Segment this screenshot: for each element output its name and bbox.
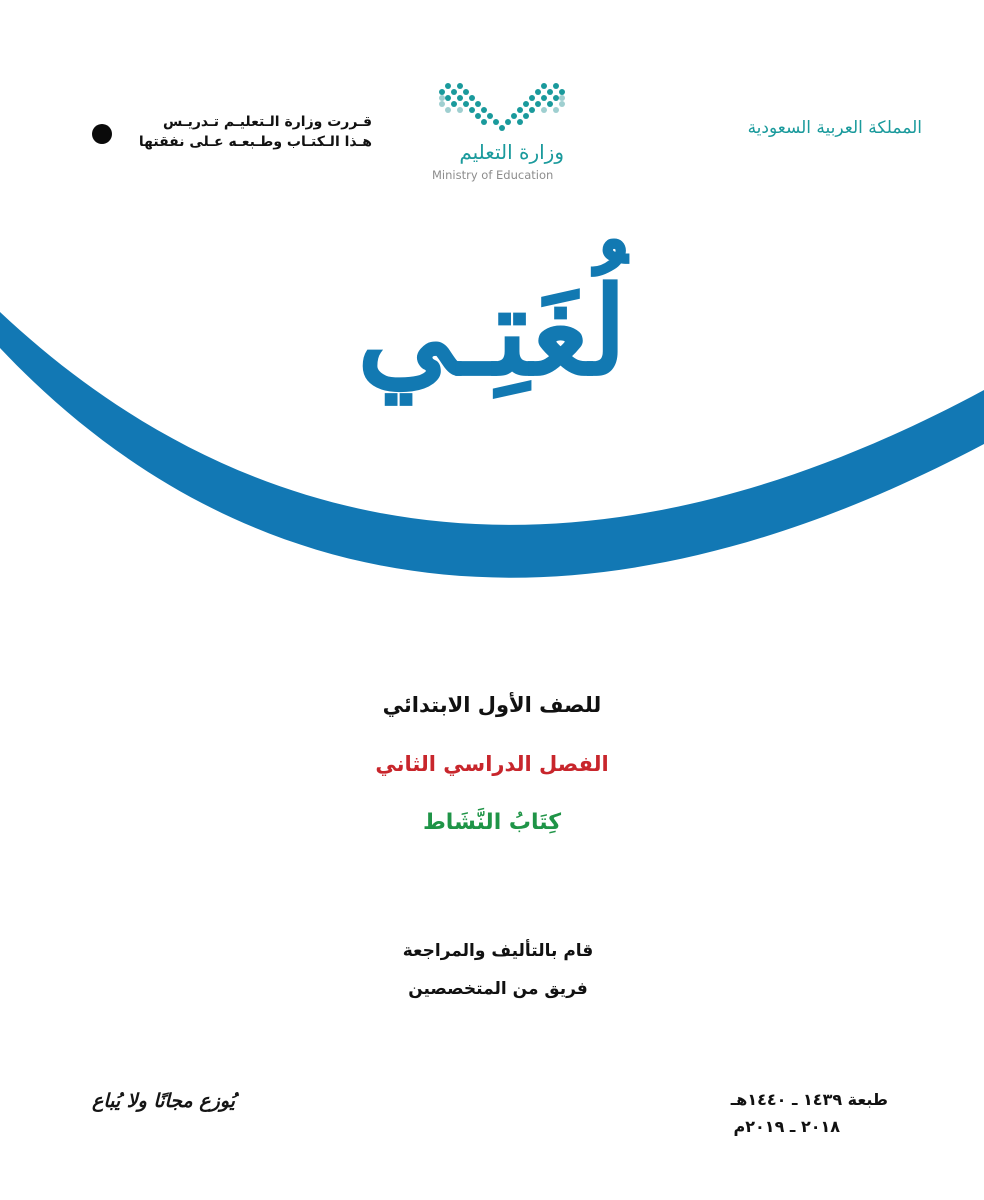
ministry-name-arabic: وزارة التعليم [459,140,564,164]
book-title: لُغَتِـي [356,259,628,403]
authors-line-2: فريق من المتخصصين [408,979,588,999]
black-circle-bullet-icon [92,124,112,144]
grade-label: للصف الأول الابتدائي [382,693,602,717]
approval-line-2: هـذا الـكتـاب وطـبعـه عـلى نفقتها [138,134,372,150]
ministry-logo [432,82,572,190]
kingdom-name: المملكة العربية السعودية [747,118,922,138]
edition-hijri: طبعة ١٤٣٩ ـ ١٤٤٠هـ [730,1090,888,1109]
ministry-of-education-logo-icon [432,82,572,138]
book-type-label: كِتَابُ النَّشَاط [422,810,562,835]
edition-gregorian: ٢٠١٨ ـ ٢٠١٩م [733,1117,840,1136]
semester-label: الفصل الدراسي الثاني [375,752,609,776]
approval-line-1: قـررت وزارة الـتعليـم تـدريـس [163,114,372,130]
approval-statement [112,112,372,152]
authors-line-1: قام بالتأليف والمراجعة [402,941,594,961]
authors-credit [384,932,612,1008]
ministry-name-english: Ministry of Education [432,168,554,182]
edition-info [678,1086,888,1140]
free-distribution-note: يُوزع مجانًا ولا يُباع [92,1090,235,1112]
